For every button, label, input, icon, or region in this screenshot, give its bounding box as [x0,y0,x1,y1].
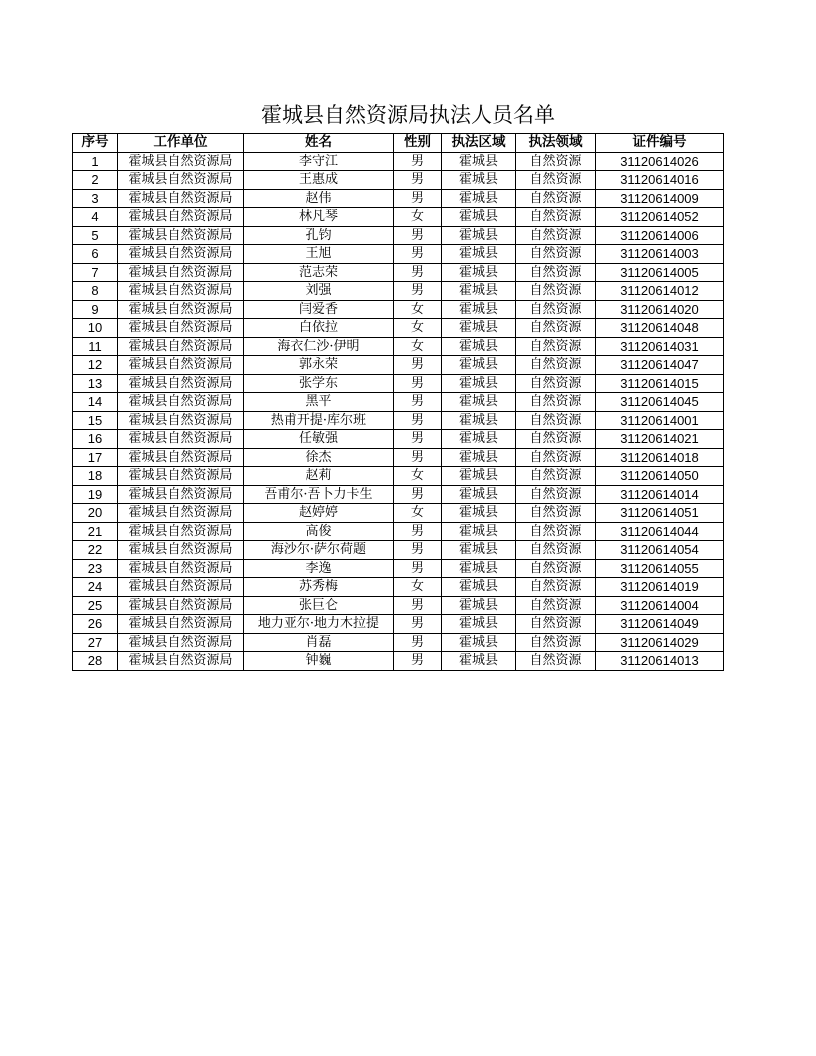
cell-cert: 31120614015 [596,374,724,393]
cell-no: 1 [73,152,118,171]
cell-unit: 霍城县自然资源局 [118,189,244,208]
cell-field: 自然资源 [516,541,596,560]
cell-unit: 霍城县自然资源局 [118,282,244,301]
cell-cert: 31120614021 [596,430,724,449]
cell-name: 黑平 [244,393,394,412]
cell-cert: 31120614049 [596,615,724,634]
cell-cert: 31120614051 [596,504,724,523]
cell-region: 霍城县 [442,578,516,597]
cell-gender: 男 [394,596,442,615]
cell-gender: 男 [394,356,442,375]
cell-region: 霍城县 [442,485,516,504]
cell-field: 自然资源 [516,319,596,338]
cell-field: 自然资源 [516,485,596,504]
cell-cert: 31120614014 [596,485,724,504]
cell-unit: 霍城县自然资源局 [118,615,244,634]
cell-region: 霍城县 [442,226,516,245]
table-row [73,374,724,393]
cell-unit: 霍城县自然资源局 [118,263,244,282]
cell-name: 海衣仁沙·伊明 [244,337,394,356]
cell-name: 张学东 [244,374,394,393]
cell-region: 霍城县 [442,263,516,282]
cell-unit: 霍城县自然资源局 [118,541,244,560]
cell-name: 海沙尔·萨尔荷题 [244,541,394,560]
table-row [73,522,724,541]
cell-cert: 31120614044 [596,522,724,541]
table-row [73,633,724,652]
cell-unit: 霍城县自然资源局 [118,152,244,171]
cell-region: 霍城县 [442,319,516,338]
cell-field: 自然资源 [516,522,596,541]
table-row [73,337,724,356]
cell-no: 5 [73,226,118,245]
cell-unit: 霍城县自然资源局 [118,578,244,597]
cell-region: 霍城县 [442,282,516,301]
cell-no: 16 [73,430,118,449]
cell-cert: 31120614006 [596,226,724,245]
cell-name: 吾甫尔·吾卜力卡生 [244,485,394,504]
table-row [73,171,724,190]
table-row [73,356,724,375]
table-body [73,152,724,670]
cell-region: 霍城县 [442,411,516,430]
cell-name: 李守江 [244,152,394,171]
cell-region: 霍城县 [442,189,516,208]
header-row [73,134,724,153]
cell-cert: 31120614016 [596,171,724,190]
cell-no: 22 [73,541,118,560]
cell-region: 霍城县 [442,337,516,356]
cell-gender: 男 [394,393,442,412]
cell-field: 自然资源 [516,374,596,393]
cell-unit: 霍城县自然资源局 [118,245,244,264]
cell-no: 20 [73,504,118,523]
page-title: 霍城县自然资源局执法人员名单 [261,103,555,127]
cell-region: 霍城县 [442,245,516,264]
cell-no: 27 [73,633,118,652]
cell-field: 自然资源 [516,393,596,412]
cell-field: 自然资源 [516,467,596,486]
header-gender: 性别 [394,134,442,153]
cell-gender: 男 [394,171,442,190]
cell-gender: 男 [394,448,442,467]
cell-field: 自然资源 [516,300,596,319]
cell-field: 自然资源 [516,152,596,171]
cell-region: 霍城县 [442,541,516,560]
cell-name: 王惠成 [244,171,394,190]
cell-region: 霍城县 [442,467,516,486]
cell-no: 9 [73,300,118,319]
cell-no: 18 [73,467,118,486]
cell-no: 6 [73,245,118,264]
cell-gender: 男 [394,522,442,541]
cell-name: 赵伟 [244,189,394,208]
cell-unit: 霍城县自然资源局 [118,337,244,356]
table-row [73,559,724,578]
cell-field: 自然资源 [516,189,596,208]
cell-region: 霍城县 [442,615,516,634]
cell-cert: 31120614026 [596,152,724,171]
cell-unit: 霍城县自然资源局 [118,319,244,338]
cell-field: 自然资源 [516,171,596,190]
cell-no: 2 [73,171,118,190]
cell-gender: 男 [394,652,442,671]
cell-name: 热甫开提·库尔班 [244,411,394,430]
cell-region: 霍城县 [442,208,516,227]
cell-name: 肖磊 [244,633,394,652]
cell-region: 霍城县 [442,633,516,652]
cell-gender: 男 [394,559,442,578]
cell-field: 自然资源 [516,245,596,264]
table-row [73,300,724,319]
cell-field: 自然资源 [516,559,596,578]
cell-no: 3 [73,189,118,208]
cell-no: 19 [73,485,118,504]
cell-cert: 31120614048 [596,319,724,338]
cell-field: 自然资源 [516,633,596,652]
cell-no: 12 [73,356,118,375]
header-region: 执法区域 [442,134,516,153]
cell-cert: 31120614029 [596,633,724,652]
cell-field: 自然资源 [516,596,596,615]
cell-region: 霍城县 [442,393,516,412]
cell-field: 自然资源 [516,448,596,467]
cell-unit: 霍城县自然资源局 [118,522,244,541]
cell-gender: 女 [394,578,442,597]
cell-cert: 31120614031 [596,337,724,356]
cell-cert: 31120614004 [596,596,724,615]
cell-gender: 男 [394,263,442,282]
cell-unit: 霍城县自然资源局 [118,633,244,652]
cell-field: 自然资源 [516,356,596,375]
header-no: 序号 [73,134,118,153]
cell-unit: 霍城县自然资源局 [118,448,244,467]
cell-no: 23 [73,559,118,578]
cell-gender: 男 [394,226,442,245]
cell-no: 14 [73,393,118,412]
table-row [73,393,724,412]
table-row [73,189,724,208]
cell-name: 白依拉 [244,319,394,338]
cell-name: 刘强 [244,282,394,301]
cell-cert: 31120614005 [596,263,724,282]
cell-no: 17 [73,448,118,467]
cell-gender: 男 [394,411,442,430]
cell-name: 张巨仑 [244,596,394,615]
cell-unit: 霍城县自然资源局 [118,596,244,615]
cell-no: 4 [73,208,118,227]
cell-unit: 霍城县自然资源局 [118,393,244,412]
table-row [73,448,724,467]
header-unit: 工作单位 [118,134,244,153]
cell-unit: 霍城县自然资源局 [118,208,244,227]
cell-gender: 男 [394,152,442,171]
cell-name: 赵莉 [244,467,394,486]
personnel-table [72,133,724,671]
table-row [73,615,724,634]
table-row [73,282,724,301]
cell-gender: 女 [394,467,442,486]
cell-field: 自然资源 [516,411,596,430]
cell-name: 郭永荣 [244,356,394,375]
cell-region: 霍城县 [442,652,516,671]
table-row [73,152,724,171]
cell-unit: 霍城县自然资源局 [118,171,244,190]
cell-cert: 31120614052 [596,208,724,227]
cell-region: 霍城县 [442,374,516,393]
cell-cert: 31120614019 [596,578,724,597]
table-row [73,578,724,597]
cell-region: 霍城县 [442,522,516,541]
cell-field: 自然资源 [516,430,596,449]
cell-name: 苏秀梅 [244,578,394,597]
cell-region: 霍城县 [442,448,516,467]
cell-field: 自然资源 [516,504,596,523]
cell-field: 自然资源 [516,226,596,245]
cell-name: 闫爱香 [244,300,394,319]
cell-cert: 31120614009 [596,189,724,208]
cell-gender: 女 [394,337,442,356]
cell-gender: 男 [394,245,442,264]
table-row [73,596,724,615]
table-row [73,504,724,523]
cell-cert: 31120614018 [596,448,724,467]
cell-gender: 男 [394,282,442,301]
cell-unit: 霍城县自然资源局 [118,652,244,671]
cell-region: 霍城县 [442,596,516,615]
cell-name: 范志荣 [244,263,394,282]
cell-no: 8 [73,282,118,301]
cell-cert: 31120614001 [596,411,724,430]
cell-cert: 31120614012 [596,282,724,301]
table-row [73,467,724,486]
cell-cert: 31120614047 [596,356,724,375]
table-row [73,319,724,338]
cell-name: 王旭 [244,245,394,264]
table-row [73,652,724,671]
cell-name: 地力亚尔·地力木拉提 [244,615,394,634]
cell-no: 11 [73,337,118,356]
table-row [73,485,724,504]
cell-cert: 31120614055 [596,559,724,578]
cell-no: 15 [73,411,118,430]
table-row [73,226,724,245]
cell-field: 自然资源 [516,652,596,671]
cell-gender: 女 [394,208,442,227]
cell-gender: 男 [394,633,442,652]
cell-name: 徐杰 [244,448,394,467]
cell-unit: 霍城县自然资源局 [118,430,244,449]
cell-cert: 31120614003 [596,245,724,264]
cell-unit: 霍城县自然资源局 [118,485,244,504]
table-row [73,263,724,282]
cell-field: 自然资源 [516,615,596,634]
cell-region: 霍城县 [442,152,516,171]
cell-region: 霍城县 [442,171,516,190]
cell-unit: 霍城县自然资源局 [118,300,244,319]
table-row [73,245,724,264]
cell-no: 28 [73,652,118,671]
cell-cert: 31120614054 [596,541,724,560]
cell-region: 霍城县 [442,430,516,449]
cell-cert: 31120614013 [596,652,724,671]
cell-no: 25 [73,596,118,615]
cell-no: 26 [73,615,118,634]
cell-name: 高俊 [244,522,394,541]
cell-unit: 霍城县自然资源局 [118,356,244,375]
cell-name: 赵婷婷 [244,504,394,523]
cell-gender: 女 [394,300,442,319]
table-row [73,430,724,449]
cell-name: 孔钧 [244,226,394,245]
cell-cert: 31120614045 [596,393,724,412]
cell-gender: 男 [394,541,442,560]
cell-unit: 霍城县自然资源局 [118,411,244,430]
cell-no: 21 [73,522,118,541]
cell-no: 24 [73,578,118,597]
cell-unit: 霍城县自然资源局 [118,374,244,393]
cell-gender: 男 [394,374,442,393]
header-name: 姓名 [244,134,394,153]
cell-field: 自然资源 [516,337,596,356]
cell-cert: 31120614050 [596,467,724,486]
cell-gender: 男 [394,430,442,449]
table-row [73,208,724,227]
cell-field: 自然资源 [516,578,596,597]
cell-region: 霍城县 [442,356,516,375]
table-row [73,411,724,430]
cell-gender: 女 [394,319,442,338]
cell-gender: 男 [394,189,442,208]
cell-name: 钟巍 [244,652,394,671]
cell-gender: 男 [394,615,442,634]
cell-name: 林凡琴 [244,208,394,227]
cell-name: 任敏强 [244,430,394,449]
cell-region: 霍城县 [442,504,516,523]
table-row [73,541,724,560]
header-field: 执法领域 [516,134,596,153]
cell-cert: 31120614020 [596,300,724,319]
cell-no: 7 [73,263,118,282]
cell-field: 自然资源 [516,208,596,227]
cell-region: 霍城县 [442,300,516,319]
cell-region: 霍城县 [442,559,516,578]
header-cert: 证件编号 [596,134,724,153]
cell-unit: 霍城县自然资源局 [118,467,244,486]
cell-unit: 霍城县自然资源局 [118,559,244,578]
cell-field: 自然资源 [516,263,596,282]
cell-unit: 霍城县自然资源局 [118,226,244,245]
cell-field: 自然资源 [516,282,596,301]
cell-gender: 男 [394,485,442,504]
cell-no: 13 [73,374,118,393]
cell-no: 10 [73,319,118,338]
cell-unit: 霍城县自然资源局 [118,504,244,523]
cell-name: 李逸 [244,559,394,578]
cell-gender: 女 [394,504,442,523]
